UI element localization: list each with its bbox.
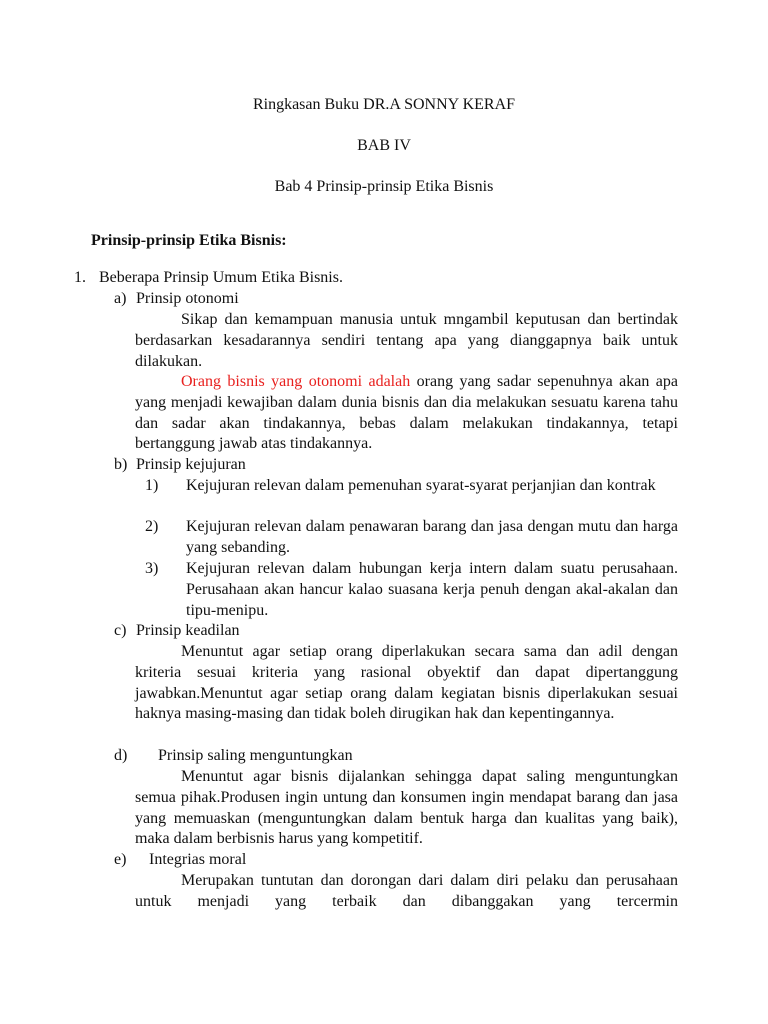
item-title-a: Prinsip otonomi xyxy=(136,290,239,307)
chapter-subtitle: Bab 4 Prinsip-prinsip Etika Bisnis xyxy=(274,178,494,195)
subitem-number: 3) xyxy=(145,560,159,577)
list-number: 1. xyxy=(74,269,86,286)
paragraph-text: orang yang sadar sepenuhnya akan apa yang menjadi kewajiban dalam dunia bisnis dan dia melakukan sesuatu karena tahu dan sadar akan tindakannya, bebas dalam melakukan tindakannya, tetapi bertanggung jawab atas tindakannya. xyxy=(135,373,678,453)
item-marker-b: b) xyxy=(114,456,128,473)
section-heading: Prinsip-prinsip Etika Bisnis: xyxy=(91,232,287,249)
item-marker-e: e) xyxy=(114,851,127,868)
subitem-text: Kejujuran relevan dalam pemenuhan syarat-syarat perjanjian dan kontrak xyxy=(186,477,656,494)
item-marker-a: a) xyxy=(114,290,127,307)
paragraph-c1: Menuntut agar setiap orang diperlakukan secara sama dan adil dengan kriteria sesuai kriteria yang rasional obyektif dan dapat dipertanggung jawabkan.Menuntut agar setiap orang dalam kegiatan bisnis diperlakukan sesuai haknya masing-masing dan tidak boleh dirugikan hak dan kepentingannya. xyxy=(135,643,678,723)
subitem-number: 1) xyxy=(145,477,159,494)
subitem-text: Kejujuran relevan dalam hubungan kerja intern dalam suatu perusahaan. Perusahaan akan hancur kalao suasana kerja penuh dengan akal-akalan dan tipu-menipu. xyxy=(186,560,678,619)
paragraph-e1: Merupakan tuntutan dan dorongan dari dalam diri pelaku dan perusahaan untuk menjadi yang terbaik dan dibanggakan yang tercermin xyxy=(135,872,678,910)
subitem-text: Kejujuran relevan dalam penawaran barang dan jasa dengan mutu dan harga yang sebanding. xyxy=(186,518,678,556)
paragraph-d1: Menuntut agar bisnis dijalankan sehingga dapat saling menguntungkan semua pihak.Produsen ingin untung dan konsumen ingin mendapat barang dan jasa yang memuaskan (menguntungkan dalam bentuk harga dan kualitas yang baik), maka dalam berbisnis harus yang kompetitif. xyxy=(135,768,678,848)
item-marker-c: c) xyxy=(114,622,127,639)
highlighted-text: Orang bisnis yang otonomi adalah xyxy=(181,373,411,390)
document-title: Ringkasan Buku DR.A SONNY KERAF xyxy=(252,96,516,113)
item-title-c: Prinsip keadilan xyxy=(136,622,240,639)
paragraph-a2 xyxy=(135,372,678,455)
paragraph-a1: Sikap dan kemampuan manusia untuk mngambil keputusan dan bertindak berdasarkan kesadarannya sendiri tentang apa yang dianggapnya baik untuk dilakukan. xyxy=(135,311,678,370)
subitem-number: 2) xyxy=(145,518,159,535)
item-title-b: Prinsip kejujuran xyxy=(136,456,246,473)
item-title-e: Integrias moral xyxy=(149,851,247,868)
item-marker-d: d) xyxy=(114,747,128,764)
item-title-d: Prinsip saling menguntungkan xyxy=(158,747,353,764)
section-title: Beberapa Prinsip Umum Etika Bisnis. xyxy=(99,269,343,286)
chapter-label: BAB IV xyxy=(357,137,411,154)
